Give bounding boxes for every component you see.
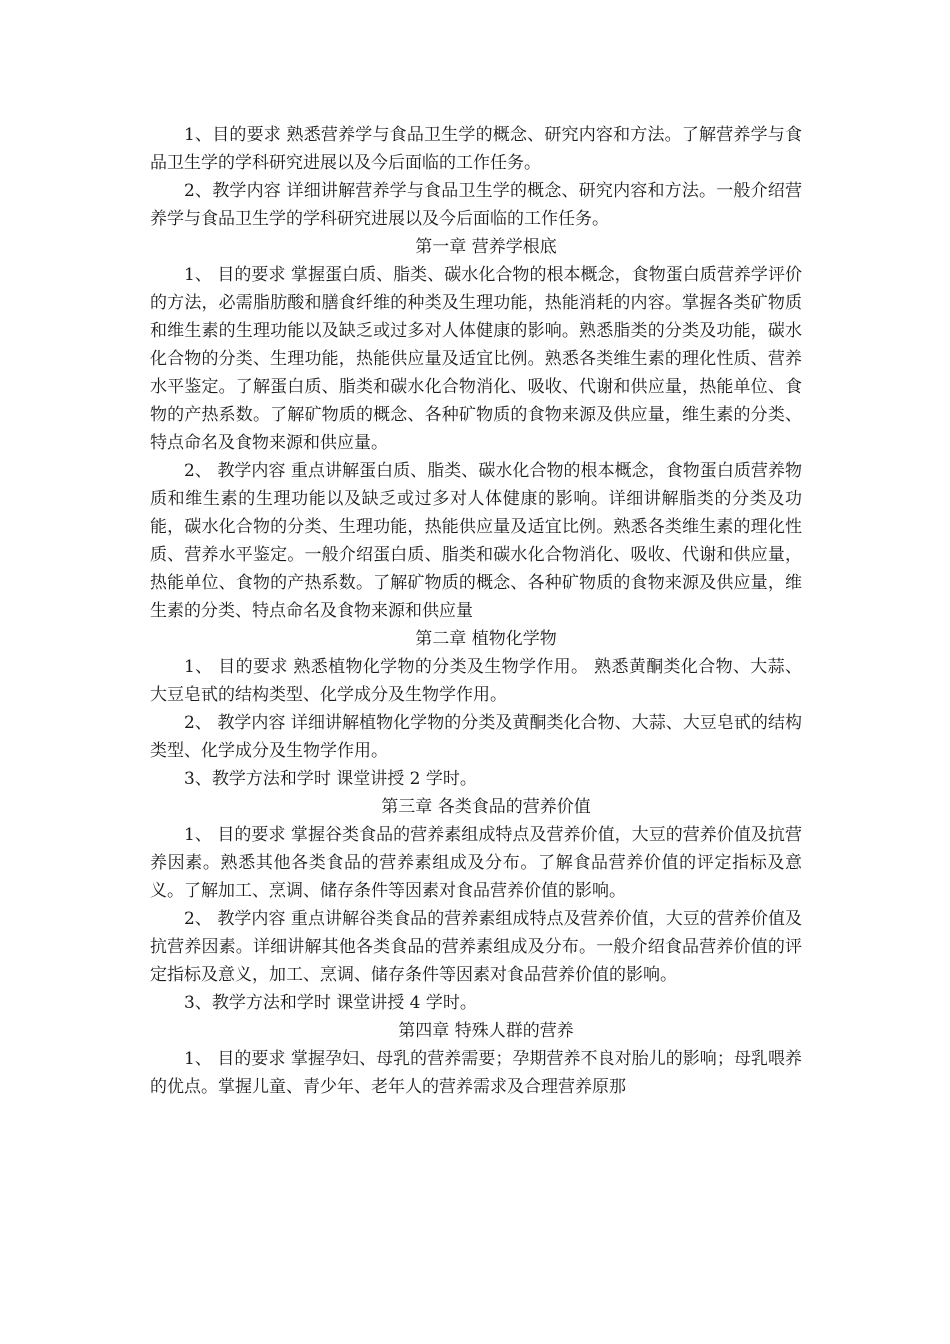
- chapter4-objectives: 1、 目的要求 掌握孕妇、母乳的营养需要；孕期营养不良对胎儿的影响；母乳喂养的优点。掌握儿童、青少年、老年人的营养需求及合理营养原那: [150, 1049, 802, 1097]
- chapter1-content: 2、 教学内容 重点讲解蛋白质、脂类、碳水化合物的根本概念，食物蛋白质营养物质和维生素的生理功能以及缺乏或过多对人体健康的影响。详细讲解脂类的分类及功能，碳水化合物的分类、生理功能，热能供应量及适宜比例。熟悉各类维生素的理化性质、营养水平鉴定。一般介绍蛋白质、脂类和碳水化合物消化、吸收、代谢和供应量，热能单位、食物的产热系数。了解矿物质的概念、各种矿物质的食物来源及供应量，维生素的分类、特点命名及食物来源和供应量: [150, 461, 802, 621]
- chapter1-objectives: 1、 目的要求 掌握蛋白质、脂类、碳水化合物的根本概念，食物蛋白质营养学评价的方法，必需脂肪酸和膳食纤维的种类及生理功能，热能消耗的内容。掌握各类矿物质和维生素的生理功能以及缺乏或过多对人体健康的影响。熟悉脂类的分类及功能，碳水化合物的分类、生理功能，热能供应量及适宜比例。熟悉各类维生素的理化性质、营养水平鉴定。了解蛋白质、脂类和碳水化合物消化、吸收、代谢和供应量，热能单位、食物的产热系数。了解矿物质的概念、各种矿物质的食物来源及供应量，维生素的分类、特点命名及食物来源和供应量。: [150, 265, 802, 453]
- intro-objectives: 1、目的要求 熟悉营养学与食品卫生学的概念、研究内容和方法。了解营养学与食品卫生学的学科研究进展以及今后面临的工作任务。: [150, 125, 802, 173]
- chapter3-objectives: 1、 目的要求 掌握谷类食品的营养素组成特点及营养价值，大豆的营养价值及抗营养因素。熟悉其他各类食品的营养素组成及分布。了解食品营养价值的评定指标及意义。了解加工、烹调、储存条件等因素对食品营养价值的影响。: [150, 825, 802, 901]
- chapter3-hours: 3、教学方法和学时 课堂讲授 4 学时。: [184, 993, 477, 1013]
- chapter2-objectives: 1、 目的要求 熟悉植物化学物的分类及生物学作用。 熟悉黄酮类化合物、大蒜、大豆皂甙的结构类型、化学成分及生物学作用。: [150, 657, 802, 705]
- chapter2-title: 第二章 植物化学物: [415, 629, 557, 649]
- intro-content: 2、教学内容 详细讲解营养学与食品卫生学的概念、研究内容和方法。一般介绍营养学与食品卫生学的学科研究进展以及今后面临的工作任务。: [150, 181, 802, 229]
- chapter3-title: 第三章 各类食品的营养价值: [381, 797, 591, 817]
- document-page: [150, 121, 802, 1101]
- chapter1-title: 第一章 营养学根底: [415, 237, 557, 257]
- chapter3-content: 2、 教学内容 重点讲解谷类食品的营养素组成特点及营养价值，大豆的营养价值及抗营养因素。详细讲解其他各类食品的营养素组成及分布。一般介绍食品营养价值的评定指标及意义，加工、烹调、储存条件等因素对食品营养价值的影响。: [150, 909, 802, 985]
- chapter4-title: 第四章 特殊人群的营养: [398, 1021, 574, 1041]
- chapter2-hours: 3、教学方法和学时 课堂讲授 2 学时。: [184, 769, 477, 789]
- chapter2-content: 2、 教学内容 详细讲解植物化学物的分类及黄酮类化合物、大蒜、大豆皂甙的结构类型、化学成分及生物学作用。: [150, 713, 802, 761]
